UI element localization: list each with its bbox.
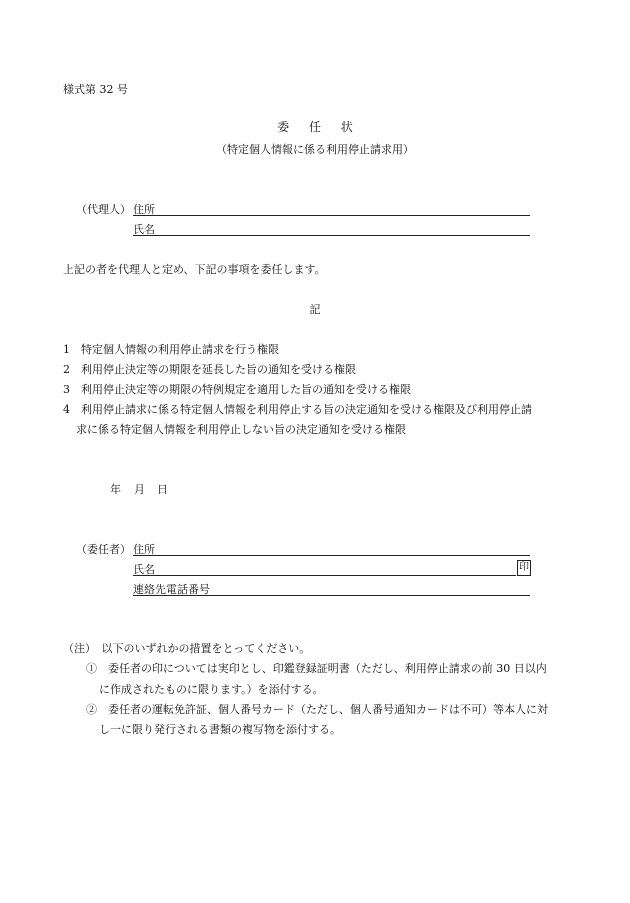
date-day: 日 [157,483,168,496]
agent-address-label: 住所 [133,203,155,216]
delegation-statement: 上記の者を代理人と定め、下記の事項を委任します。 [63,263,326,276]
principal-address-label: 住所 [133,543,155,556]
authority-item-2: 2 利用停止決定等の期限を延長した旨の通知を受ける権限 [63,363,356,376]
document-title: 委 任 状 [277,120,361,134]
date-month: 月 [134,483,145,496]
authority-item-4: 4 利用停止請求に係る特定個人情報を利用停止する旨の決定通知を受ける権限及び利用停止請 [63,403,532,416]
form-number: 様式第 32 号 [63,83,128,96]
date-year: 年 [110,483,121,496]
authority-item-4-continuation: 求に係る特定個人情報を利用停止しない旨の決定通知を受ける権限 [76,423,406,436]
note-item-1: ① 委任者の印については実印とし、印鑑登録証明書（ただし、利用停止請求の前 30 日以内 [86,662,547,675]
principal-name-line [133,575,516,576]
principal-address-line [133,555,530,556]
document-subtitle: （特定個人情報に係る利用停止請求用） [216,143,414,156]
note-item-2: ② 委任者の運転免許証、個人番号カード（ただし、個人番号通知カードは不可）等本人に対 [86,703,548,716]
note-item-1-continuation: に作成されたものに限ります。）を添付する。 [99,683,324,696]
principal-name-label: 氏名 [133,563,155,576]
seal-box: 印 [517,560,531,576]
agent-name-label: 氏名 [133,223,155,236]
principal-role-label: （委任者） [76,543,131,556]
authority-item-3: 3 利用停止決定等の期限の特例規定を適用した旨の通知を受ける権限 [63,383,411,396]
notes-heading: （注） 以下のいずれかの措置をとってください。 [63,642,311,655]
agent-role-label: （代理人） [76,203,131,216]
authority-item-1: 1 特定個人情報の利用停止請求を行う権限 [63,343,279,356]
note-item-2-continuation: し一に限り発行される書類の複写物を添付する。 [99,723,341,736]
principal-phone-line [133,595,530,596]
agent-name-line [133,235,530,236]
agent-address-line [133,215,530,216]
principal-phone-label: 連絡先電話番号 [133,583,210,596]
ki-heading: 記 [309,303,321,316]
